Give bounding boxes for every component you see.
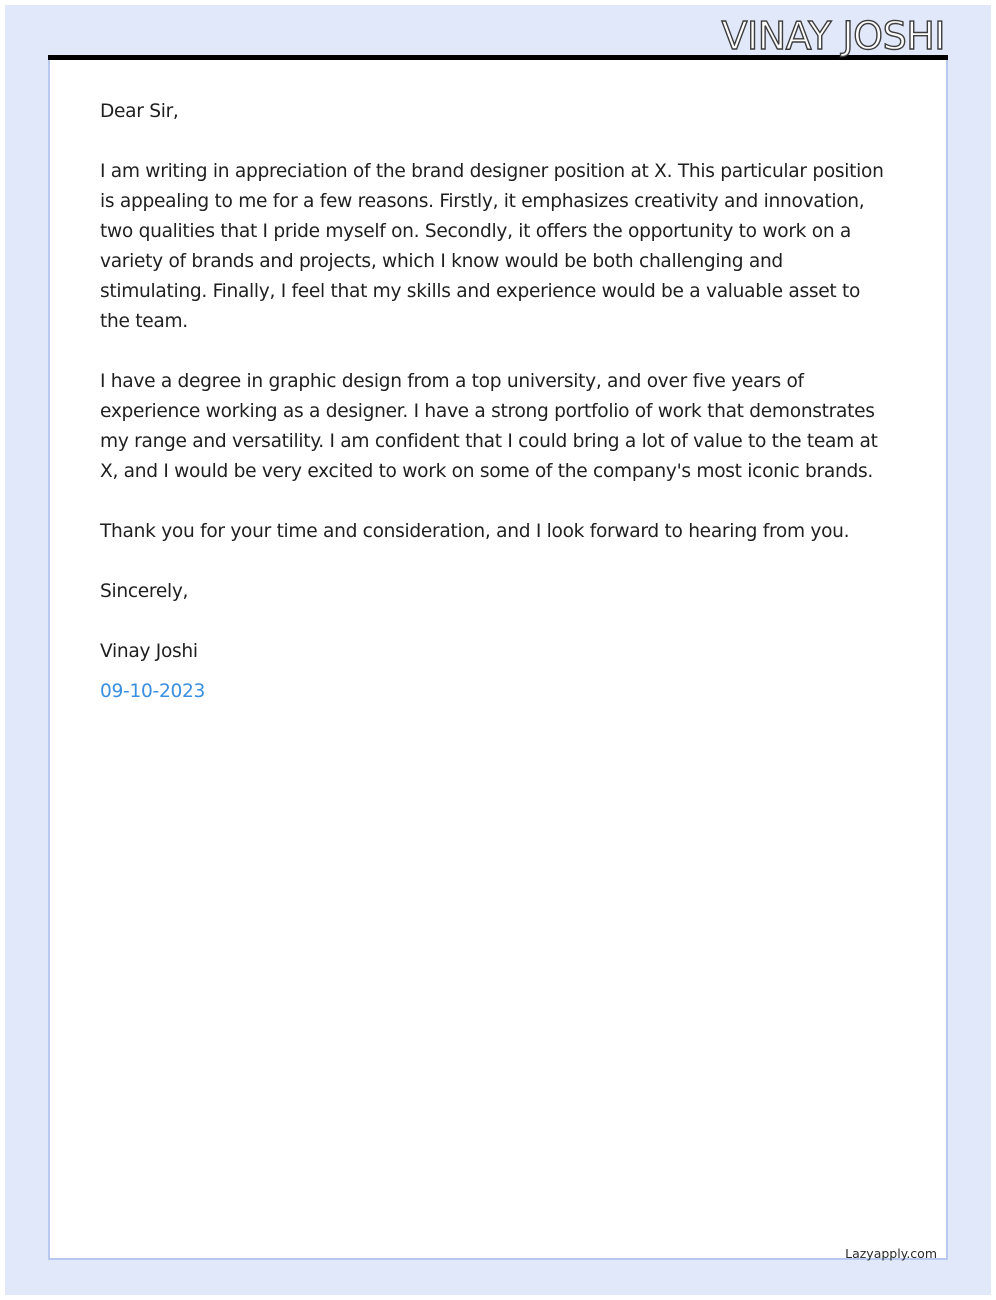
paragraph-3: Thank you for your time and consideration, and I look forward to hearing from you. (100, 521, 850, 542)
header-name: VINAY JOSHI (721, 14, 945, 58)
salutation: Dear Sir, (100, 101, 179, 122)
closing: Sincerely, (100, 581, 189, 602)
footer-watermark: Lazyapply.com (845, 1246, 937, 1261)
paragraph-2: I have a degree in graphic design from a top university, and over five years of experience working as a designer. I have a strong portfolio of work that demonstrates my range and versatility. I am confident that I could bring a lot of value to the team at X, and I would be very excited to work on some of the company's most iconic brands. (100, 371, 878, 482)
date: 09-10-2023 (100, 681, 206, 702)
paragraph-1: I am writing in appreciation of the brand designer position at X. This particular position is appealing to me for a few reasons. Firstly, it emphasizes creativity and innovation, two qualities that I pride myself on. Secondly, it offers the opportunity to work on a variety of brands and projects, which I know would be both challenging and stimulating. Finally, I feel that my skills and experience would be a valuable asset to the team. (100, 161, 884, 332)
letter-body (100, 97, 895, 737)
signature: Vinay Joshi (100, 641, 198, 662)
